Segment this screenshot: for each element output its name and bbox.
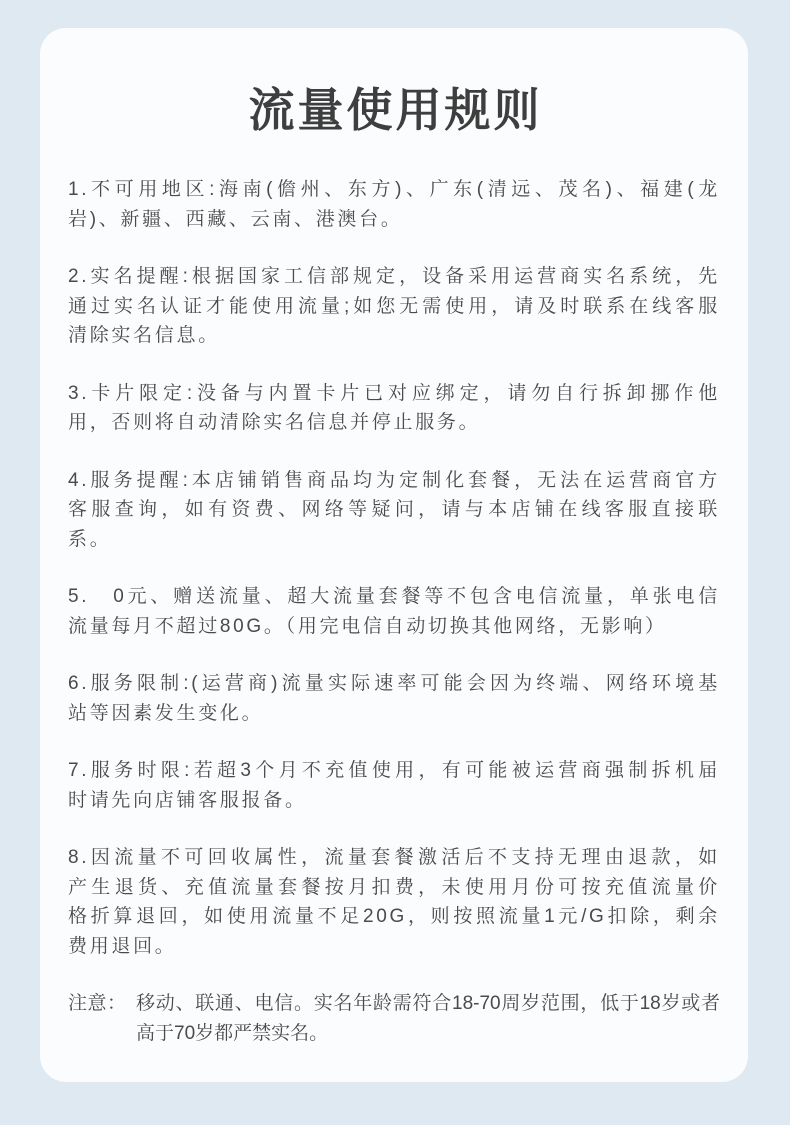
rules-content [68, 175, 720, 1048]
rule-line: 产生退货、充值流量套餐按月扣费，未使用月份可按充值流量价 [68, 876, 720, 898]
rule-line: 7.服务时限:若超3个月不充值使用，有可能被运营商强制拆机届 [68, 760, 720, 781]
rule-line: 5. 0元、赠送流量、超大流量套餐等不包含电信流量，单张电信 [68, 586, 720, 607]
rule-line: 用，否则将自动清除实名信息并停止服务。 [68, 412, 481, 433]
page-title: 流量使用规则 [248, 84, 543, 136]
rule-line: 3.卡片限定:没备与内置卡片已对应绑定，请勿自行拆卸挪作他 [68, 382, 720, 404]
rule-item-7 [68, 756, 720, 815]
rule-line: 费用退回。 [68, 935, 177, 957]
rule-item-3 [68, 379, 720, 438]
rule-line: 时请先向店铺客服报备。 [68, 789, 307, 811]
rule-item-2 [68, 262, 720, 351]
rule-line: 流量每月不超过80G。（用完电信自动切换其他网络，无影响） [68, 615, 667, 637]
rules-card [40, 28, 748, 1082]
rule-item-1 [68, 175, 720, 234]
note-line: 高于70岁都严禁实名。 [136, 1022, 329, 1044]
rule-line: 4.服务提醒:本店铺销售商品均为定制化套餐，无法在运营商官方 [68, 469, 720, 491]
note-section [68, 989, 720, 1048]
note-body [136, 989, 720, 1048]
rule-line: 格折算退回，如使用流量不足20G，则按照流量1元/G扣除，剩余 [68, 906, 720, 927]
rule-item-5 [68, 582, 720, 641]
rule-line: 岩)、新疆、西藏、云南、港澳台。 [68, 208, 403, 230]
rule-line: 清除实名信息。 [68, 325, 220, 346]
note-label: 注意： [68, 993, 127, 1014]
rule-item-6 [68, 669, 720, 728]
rule-line: 1.不可用地区:海南(儋州、东方)、广东(清远、茂名)、福建(龙 [68, 179, 720, 200]
rule-line: 通过实名认证才能使用流量;如您无需使用，请及时联系在线客服 [68, 295, 720, 317]
rule-line: 客服查询，如有资费、网络等疑问，请与本店铺在线客服直接联 [68, 499, 720, 520]
rule-line: 8.因流量不可回收属性，流量套餐激活后不支持无理由退款，如 [68, 847, 720, 868]
rule-line: 站等因素发生变化。 [68, 702, 264, 724]
rule-line: 2.实名提醒:根据国家工信部规定，设备采用运营商实名系统，先 [68, 266, 720, 287]
rule-line: 6.服务限制:(运营商)流量实际速率可能会因为终端、网络环境基 [68, 673, 720, 694]
rule-line: 系。 [68, 528, 112, 550]
rule-item-8 [68, 843, 720, 961]
rule-item-4 [68, 466, 720, 555]
note-line: 移动、联通、电信。实名年龄需符合18-70周岁范围，低于18岁或者 [136, 993, 720, 1014]
